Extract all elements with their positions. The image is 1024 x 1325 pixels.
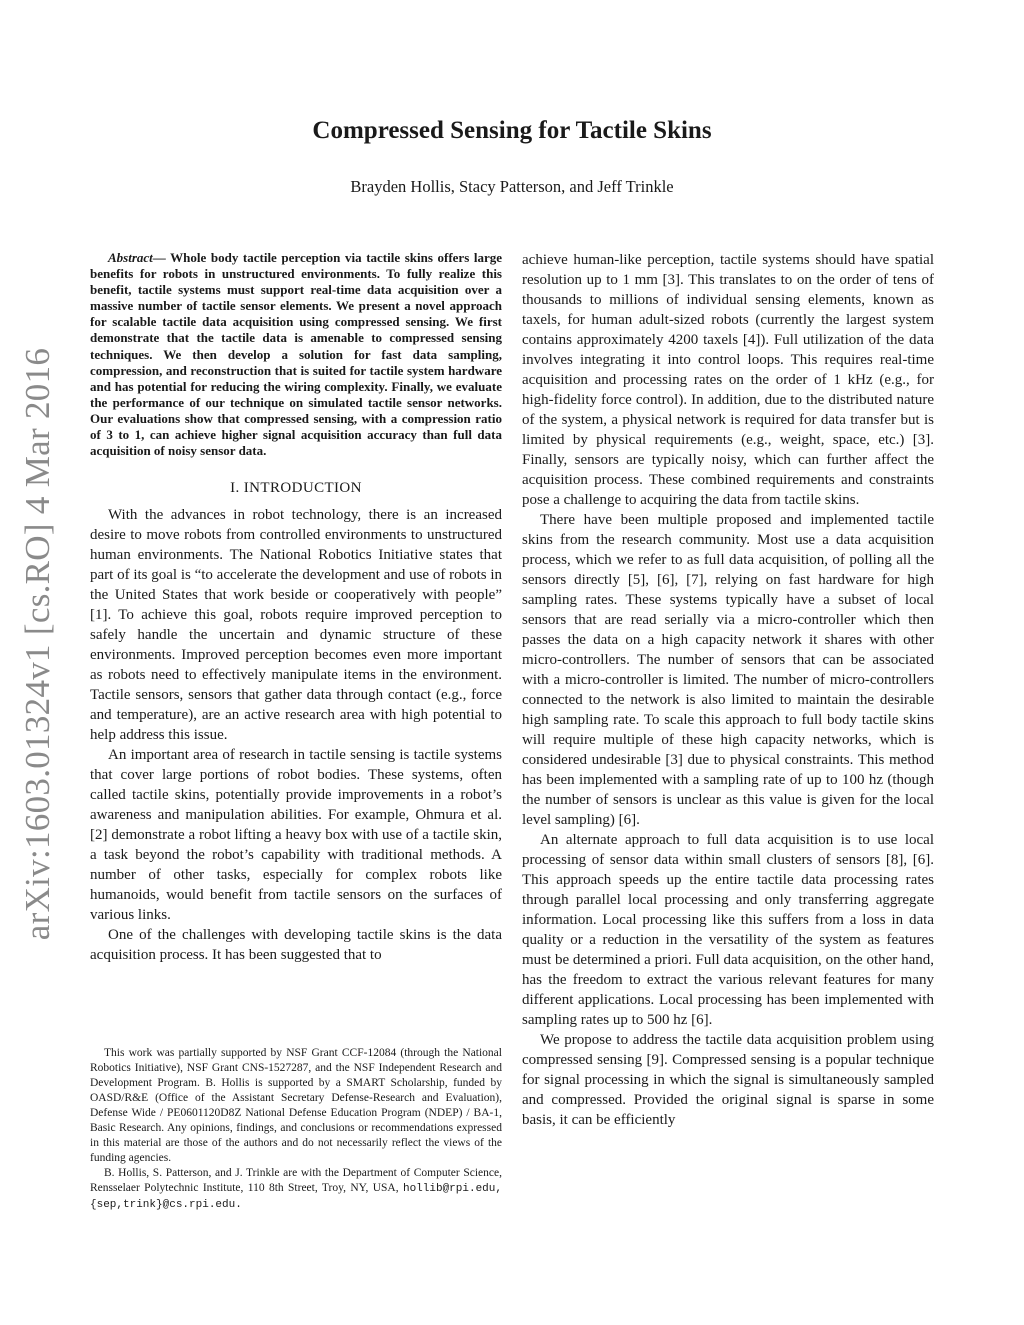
arxiv-side-stamp [14, 347, 62, 941]
abstract-label: Abstract [108, 250, 153, 265]
footnote-funding: This work was partially supported by NSF Grant CCF-12084 (through the National Robotics Initiative), NSF Grant CNS-1527287, and the NSF Independent Research and Development Program. B. Hollis is supported by a SMART Scholarship, funded by OASD/R&E (Office of the Assistant Secretary Defense-Research and Evaluation), Defense Wide / PE0601120D8Z National Defense Education Program (NDEP) / BA-1, Basic Research. Any opinions, findings, and conclusions or recommendations expressed in this material are those of the authors and do not necessarily reflect the views of the funding agencies. [90, 1047, 502, 1164]
section-heading-introduction: I. INTRODUCTION [230, 480, 362, 497]
body-paragraph-tactile-skins: There have been multiple proposed and implemented tactile skins from the research community. Most use a data acquisition process, which we refer to as full data acquisition, of polling all the sensors directly [5], [6], [7], relying on fast hardware for high sampling rates. These systems typically have a subset of local sensors that are read serially via a micro-controller which then passes the data on a high capacity network it shares with other micro-controllers. The number of sensors that can be associated with a micro-controller is limited. The number of micro-controllers connected to the network is also limited to maintain the desirable high sampling rate. To scale this approach to full body tactile skins will require multiple of these high capacity networks, which is considered undesirable [3] due to physical constraints. This method has been implemented with a sampling rate of up to 100 hz (though the number of sensors is unclear as this value is given for the local level sampling) [6]. [522, 512, 934, 828]
intro-paragraph-2: An important area of research in tactile sensing is tactile systems that cover large portions of robot bodies. These systems, often called tactile skins, potentially provide improvements in a robot’s awareness and manipulation abilities. For example, Ohmura et al. [2] demonstrate a robot lifting a heavy box with use of a tactile skin, a task beyond the robot’s capability with traditional methods. A number of other tasks, especially for complex robots like humanoids, would benefit from tactile sensors on the surfaces of various links. [90, 747, 502, 924]
author-list: Brayden Hollis, Stacy Patterson, and Jeff Trinkle [350, 177, 674, 196]
footnote-affiliation [90, 1166, 502, 1213]
paper-title: Compressed Sensing for Tactile Skins [312, 117, 712, 144]
intro-paragraph-1: With the advances in robot technology, there is an increased desire to move robots from controlled environments to unstructured human environments. The National Robotics Initiative states that part of its goal is “to accelerate the development and use of robots in the United States that work beside or cooperatively with people” [1]. To achieve this goal, robots require improved perception to safely handle the uncertain and dynamic structure of these environments. Improved perception becomes even more important as robots need to effectively manipulate items in the environment. Tactile sensors, sensors that gather data through contact (e.g., force and temperature), are an active research area with high potential to help address this issue. [90, 507, 502, 744]
footnotes [90, 1046, 502, 1213]
abstract [90, 250, 502, 459]
left-column [90, 250, 502, 965]
affiliation-text: B. Hollis, S. Patterson, and J. Trinkle are with the Department of Computer Science, Rensselaer Polytechnic Institute, 110 8th Street, Troy, NY, USA, [90, 1167, 502, 1194]
arxiv-identifier: arXiv:1603.01324v1 [cs.RO] 4 Mar 2016 [18, 347, 58, 941]
right-column [522, 250, 934, 1130]
intro-paragraph-3: One of the challenges with developing tactile skins is the data acquisition process. It has been suggested that to [90, 927, 502, 964]
abstract-text: — Whole body tactile perception via tactile skins offers large benefits for robots in unstructured environments. To fully realize this benefit, tactile systems must support real-time data acquisition over a massive number of tactile sensor elements. We present a novel approach for scalable tactile data acquisition using compressed sensing. We first demonstrate that the tactile data is amenable to compressed sensing techniques. We then develop a solution for fast data sampling, compression, and reconstruction that is suited for tactile system hardware and has potential for reducing the wiring complexity. Finally, we evaluate the performance of our technique on simulated tactile sensor networks. Our evaluations show that compressed sensing, with a compression ratio of 3 to 1, can achieve higher signal acquisition accuracy than full data acquisition of noisy sensor data. [90, 250, 502, 459]
author-emails: hollib@rpi.edu,{sep,trink}@cs.rpi.edu. [90, 1183, 502, 1211]
body-paragraph-continued: achieve human-like perception, tactile systems should have spatial resolution up to 1 mm [3]. This translates to on the order of tens of thousands to millions of individual sensing elements, known as taxels, for human adult-sized robots (currently the largest system contains approximately 4200 taxels [4]). Full utilization of the data involves integrating it into control loops. This requires real-time acquisition and processing rates on the order of 1 kHz (e.g., for high-fidelity force control). In addition, due to the distributed nature of the system, a physical network is required for data transfer but is limited by physical requirements (e.g., weight, space, etc.) [3]. Finally, sensors are typically noisy, which can further affect the acquisition process. These combined requirements and constraints pose a challenge to acquiring the data from tactile skins. [522, 252, 934, 508]
body-paragraph-compressed-sensing: We propose to address the tactile data acquisition problem using compressed sensing [9]. Compressed sensing is a popular technique for signal processing in which the signal is simultaneously sampled and compressed. Provided the original signal is sparse in some basis, it can be efficiently [522, 1032, 934, 1128]
body-paragraph-local-processing: An alternate approach to full data acquisition is to use local processing of sensor data within small clusters of sensors [8], [6]. This approach speeds up the entire tactile data processing rates through parallel local processing and only transferring aggregate information. Local processing like this suffers from a loss in data quality or a reduction in the versatility of the system as features must be determined a priori. Full data acquisition, on the other hand, has the freedom to extract the various relevant features for many different applications. Local processing has been implemented with sampling rates up to 500 hz [6]. [522, 832, 934, 1028]
